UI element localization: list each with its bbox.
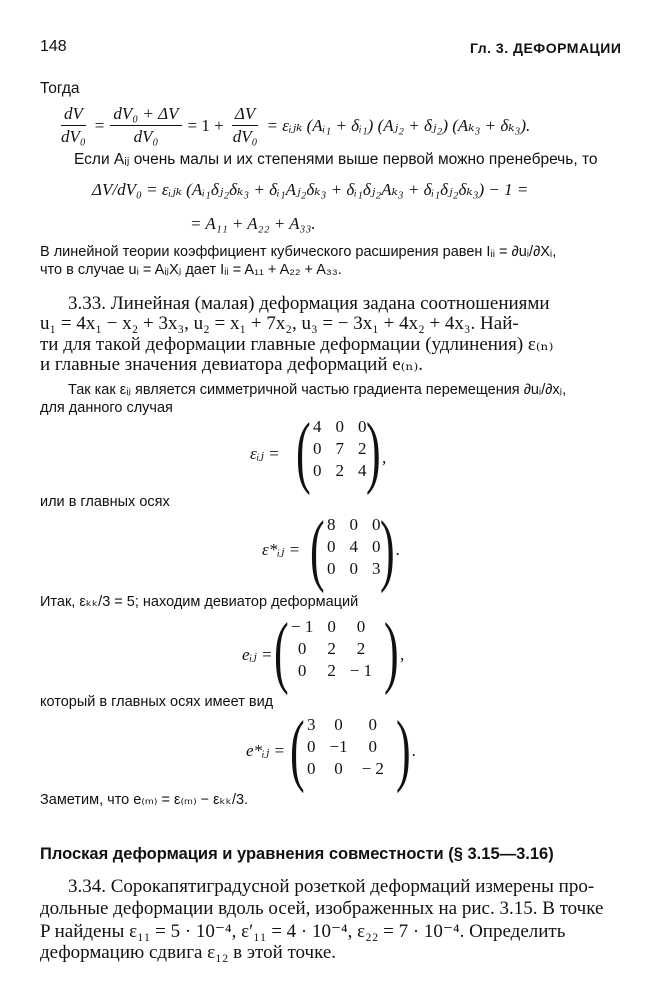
right-paren: ): [379, 506, 395, 594]
matrix-cell: 2: [327, 661, 336, 680]
matrix-cell: 7: [335, 439, 344, 458]
matrix-cell: 0: [349, 515, 358, 534]
matrix-row: [284, 616, 379, 638]
matrix-cell: 2: [356, 639, 366, 658]
matrix-cell: 0: [307, 759, 316, 778]
matrix-row: [320, 514, 388, 536]
matrix-cell: 2: [327, 639, 336, 658]
matrix-cell: 0: [358, 417, 367, 436]
matrix-cell: 0: [335, 417, 344, 436]
matrix-cell: 0: [327, 617, 336, 636]
solution-intro-2: для данного случая: [40, 400, 173, 416]
problem-333-line-4: и главные значения девиатора деформаций e₍ₙ₎.: [40, 354, 423, 375]
matrix-row: [306, 416, 374, 438]
fraction-dv-dv0: $\frac{dV}{\text{dV₀}}$: [61, 104, 86, 146]
matrix-cell: − 1: [291, 617, 314, 636]
matrix-cell: 2: [335, 461, 344, 480]
matrix-cell: 4: [349, 537, 358, 556]
matrix-eps: [306, 416, 374, 482]
matrix-cell: 0: [334, 759, 343, 778]
problem-333-line-1: 3.33. Линейная (малая) деформация задана соотношениями: [68, 293, 550, 314]
matrix-eps-star-end: .: [396, 540, 401, 559]
section-title: Плоская деформация и уравнения совместности (§ 3.15—3.16): [40, 845, 554, 863]
matrix-cell: − 2: [361, 759, 384, 778]
matrix-cell: 0: [349, 559, 358, 578]
matrix-eps-label: εᵢⱼ =: [250, 444, 280, 463]
problem-334-line-3: P найдены ε₁₁ = 5 · 10⁻⁴, ε′₁₁ = 4 · 10⁻⁴, ε₂₂ = 7 · 10⁻⁴. Определить: [40, 921, 566, 942]
solution-intro-1: Так как εᵢⱼ является симметричной частью градиента перемещения ∂uᵢ/∂xⱼ,: [68, 382, 567, 398]
togda-text: Тогда: [40, 80, 80, 97]
matrix-dev-star-end: .: [412, 741, 417, 760]
equation-trace: = A₁₁ + A₂₂ + A₃₃.: [190, 214, 316, 233]
matrix-cell: 2: [358, 439, 367, 458]
matrix-cell: 8: [327, 515, 336, 534]
right-paren: ): [395, 706, 411, 794]
problem-334-line-2: дольные деформации вдоль осей, изображенных на рис. 3.15. В точке: [40, 898, 604, 919]
matrix-eps-end: ,: [382, 448, 387, 467]
matrix-eps-star: [320, 514, 388, 580]
matrix-cell: 4: [313, 417, 322, 436]
matrix-cell: 0: [313, 439, 322, 458]
matrix-cell: 3: [372, 559, 381, 578]
matrix-row: [300, 758, 391, 780]
matrix-cell: 0: [334, 715, 343, 734]
principal-axes-text: или в главных осях: [40, 494, 170, 510]
matrix-cell: 0: [372, 515, 381, 534]
if-small-text: Если Aᵢⱼ очень малы и их степенями выше первой можно пренебречь, то: [74, 151, 598, 168]
matrix-cell: 0: [307, 737, 316, 756]
matrix-dev-label: eᵢⱼ =: [242, 645, 273, 664]
chapter-title: Гл. 3. ДЕФОРМАЦИИ: [470, 40, 622, 56]
matrix-row: [320, 536, 388, 558]
equation-delta-v: ΔV/dV₀ = εᵢⱼₖ (Aᵢ₁δⱼ₂δₖ₃ + δᵢ₁Aⱼ₂δₖ₃ + δᵢ₁δⱼ₂Aₖ₃ + δᵢ₁δⱼ₂δₖ₃) − 1 =: [92, 180, 529, 199]
matrix-dev: [284, 616, 379, 682]
matrix-cell: 0: [327, 559, 336, 578]
problem-333-line-2: u₁ = 4x₁ − x₂ + 3x₃, u₂ = x₁ + 7x₂, u₃ = − 3x₁ + 4x₂ + 4x₃. Най-: [40, 313, 519, 334]
matrix-cell: 0: [368, 715, 378, 734]
matrix-row: [320, 558, 388, 580]
equation-volume-ratio: $\frac{dV}{\text{dV₀}}$ = $\frac{\text{dV₀ + ΔV}}{\text{dV₀}}$ = 1 + $\frac{\Delta V}{\text{dV₀}}$ = εᵢⱼₖ (Aᵢ₁ + δᵢ₁) (Aⱼ₂ + δⱼ₂) (Aₖ₃ + δₖ₃).: [58, 104, 530, 147]
page-number: 148: [40, 38, 67, 55]
left-paren: (: [273, 608, 289, 696]
matrix-row: [284, 660, 379, 682]
left-paren: (: [309, 506, 325, 594]
matrix-cell: 0: [297, 639, 307, 658]
fraction-delta: $\frac{\Delta V}{\text{dV₀}}$: [232, 104, 258, 146]
matrix-cell: 4: [358, 461, 367, 480]
matrix-eps-star-label: ε*ᵢⱼ =: [262, 540, 301, 559]
matrix-cell: 0: [313, 461, 322, 480]
left-paren: (: [289, 706, 305, 794]
fraction-sum: $\frac{\text{dV₀ + ΔV}}{\text{dV₀}}$: [110, 104, 181, 147]
problem-333-line-3: ти для такой деформации главные деформации (удлинения) ε₍ₙ₎: [40, 334, 554, 355]
matrix-dev-end: ,: [400, 645, 405, 664]
linear-theory-text-2: что в случае uᵢ = AᵢⱼXⱼ дает Iᵢᵢ = A₁₁ + A₂₂ + A₃₃.: [40, 262, 342, 278]
which-text: который в главных осях имеет вид: [40, 694, 274, 710]
matrix-cell: 0: [327, 537, 336, 556]
left-paren: (: [295, 408, 311, 496]
matrix-cell: −1: [329, 737, 348, 756]
matrix-row: [300, 736, 391, 758]
problem-334-line-4: деформацию сдвига ε₁₂ в этой точке.: [40, 942, 337, 963]
matrix-row: [300, 714, 391, 736]
matrix-cell: 3: [307, 715, 316, 734]
matrix-dev-star-label: e*ᵢⱼ =: [246, 741, 285, 760]
matrix-row: [284, 638, 379, 660]
right-paren: ): [365, 408, 381, 496]
matrix-row: [306, 460, 374, 482]
matrix-cell: 0: [297, 661, 307, 680]
itak-text: Итак, εₖₖ/3 = 5; находим девиатор деформаций: [40, 594, 359, 610]
right-paren: ): [383, 608, 399, 696]
matrix-cell: − 1: [349, 661, 373, 680]
linear-theory-text-1: В линейной теории коэффициент кубического расширения равен Iᵢᵢ = ∂uᵢ/∂Xᵢ,: [40, 244, 557, 260]
matrix-cell: 0: [356, 617, 366, 636]
note-text: Заметим, что e₍ₘ₎ = ε₍ₘ₎ − εₖₖ/3.: [40, 792, 249, 808]
matrix-dev-star: [300, 714, 391, 780]
matrix-cell: 0: [372, 537, 381, 556]
matrix-cell: 0: [368, 737, 378, 756]
matrix-row: [306, 438, 374, 460]
problem-334-line-1: 3.34. Сорокапятиградусной розеткой деформаций измерены про-: [68, 876, 595, 897]
